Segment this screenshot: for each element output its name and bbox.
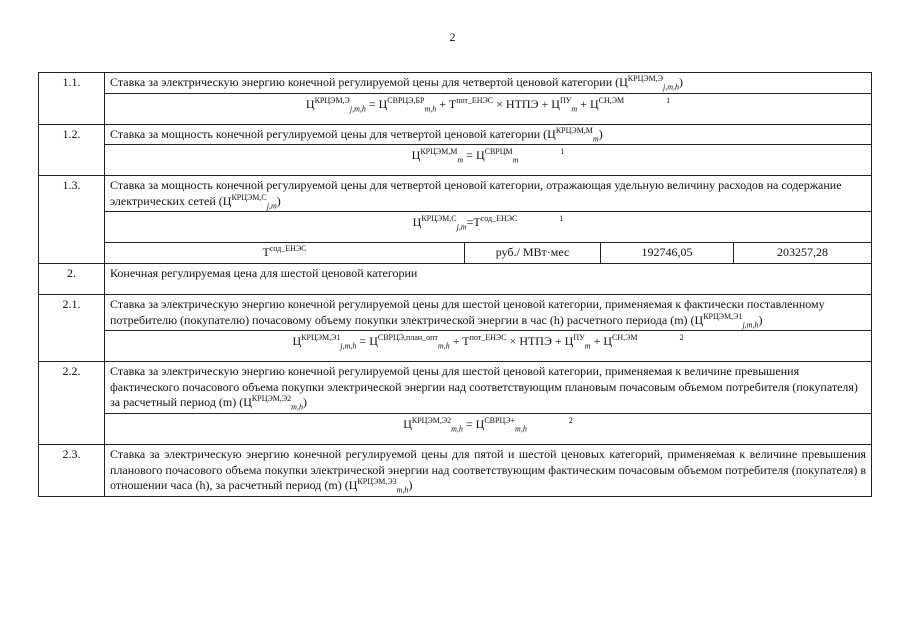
row-2-2 (39, 362, 872, 414)
value-period-2: 203257,28 (734, 243, 872, 264)
row-number: 2. (39, 263, 105, 294)
row-description: Ставка за мощность конечной регулируемой цены для четвертой ценовой категории $(Ц^{КРЦЭМ,М}_m)$ (105, 124, 872, 145)
row-1-2 (39, 124, 872, 145)
footnote-marker: 2 (679, 333, 684, 343)
row-1-3 (39, 176, 872, 212)
footnote-marker: 1 (666, 95, 671, 105)
row-number: 2.2. (39, 362, 105, 445)
footnote-marker: 1 (560, 147, 565, 157)
tariff-table (38, 72, 872, 497)
row-description: Ставка за мощность конечной регулируемой цены для четвертой ценовой категории, отражающая удельную величину расходов на содержание электрических сетей $(Ц^{КРЦЭМ,С}_{j,m})$ (105, 176, 872, 212)
formula: $Ц^{КРЦЭМ,С}_{j,m}=T^{сод\_ЕНЭС}$ 1 (105, 212, 872, 243)
row-number: 2.3. (39, 444, 105, 496)
formula-row-2-2 (39, 413, 872, 444)
row-number: 1.3. (39, 176, 105, 264)
row-number: 1.2. (39, 124, 105, 176)
formula: $Ц^{КРЦЭМ,М}_m = Ц^{СВРЦМ}_m1$ (105, 145, 872, 176)
footnote-marker: 1 (559, 214, 564, 224)
footnote-marker: 2 (568, 415, 573, 425)
value-unit: руб./ МВт·мес (465, 243, 601, 264)
row-description: Ставка за электрическую энергию конечной регулируемой цены для шестой ценовой категории, применяемая к фактически поставленному потребителю (покупателю) почасовому объему покупки электрической энергии в час (h) расчетного периода (m) $(Ц^{КРЦЭМ,Э1}_{j,m,h})$ (105, 294, 872, 330)
row-2-3 (39, 444, 872, 496)
row-number: 2.1. (39, 294, 105, 361)
row-number: 1.1. (39, 73, 105, 125)
value-period-1: 192746,05 (601, 243, 734, 264)
row-description: Ставка за электрическую энергию конечной регулируемой цены для четвертой ценовой категории $(Ц^{КРЦЭМ,Э}_{j,m,h})$ (105, 73, 872, 94)
formula-row-1-2 (39, 145, 872, 176)
row-description: Ставка за электрическую энергию конечной регулируемой цены для пятой и шестой ценовых категорий, применяемая к величине превышения планового почасового объема покупки электрической энергии над соответствующим фактическим почасовым объемом потребителя (покупателя) в отношении часа (h), за расчетный период (m) $(Ц^{КРЦЭМ,Э3}_{m,h})$ (105, 444, 872, 496)
formula: $Ц^{КРЦЭМ,Э}_{j,m,h} = Ц^{СВРЦЭ,БР}_{m,h} + T^{пот\_ЕНЭС}$ × НТПЭ + $Ц^{ПУ}_m + Ц^{СН,ЭМ}$ 1 (105, 93, 872, 124)
formula-row-1-3 (39, 212, 872, 243)
value-row-1-3 (39, 243, 872, 264)
formula-row-1-1 (39, 93, 872, 124)
row-description: Конечная регулируемая цена для шестой ценовой категории (105, 263, 872, 294)
formula: $Ц^{КРЦЭМ,Э1}_{j,m,h} = Ц^{СВРЦЭ,план\_опт}_{m,h} + T^{пот\_ЕНЭС}$ × НТПЭ + $Ц^{ПУ}_m + Ц^{СН,ЭМ}$ 2 (105, 331, 872, 362)
row-2-1 (39, 294, 872, 330)
formula-row-2-1 (39, 331, 872, 362)
formula: $Ц^{КРЦЭМ,Э2}_{m,h} = Ц^{СВРЦЭ+}_{m,h}2$ (105, 413, 872, 444)
row-2 (39, 263, 872, 294)
row-1-1 (39, 73, 872, 94)
page-number: 2 (449, 30, 456, 44)
row-description: Ставка за электрическую энергию конечной регулируемой цены для шестой ценовой категории, применяемая к величине превышения фактического почасового объема покупки электрической энергии над соответствующим плановым почасовым объемом потребителя (покупателя) за расчетный период (m) $(Ц^{КРЦЭМ,Э2}_{m,h})$ (105, 362, 872, 414)
value-label: $T^{сод\_ЕНЭС}$ (105, 243, 465, 264)
